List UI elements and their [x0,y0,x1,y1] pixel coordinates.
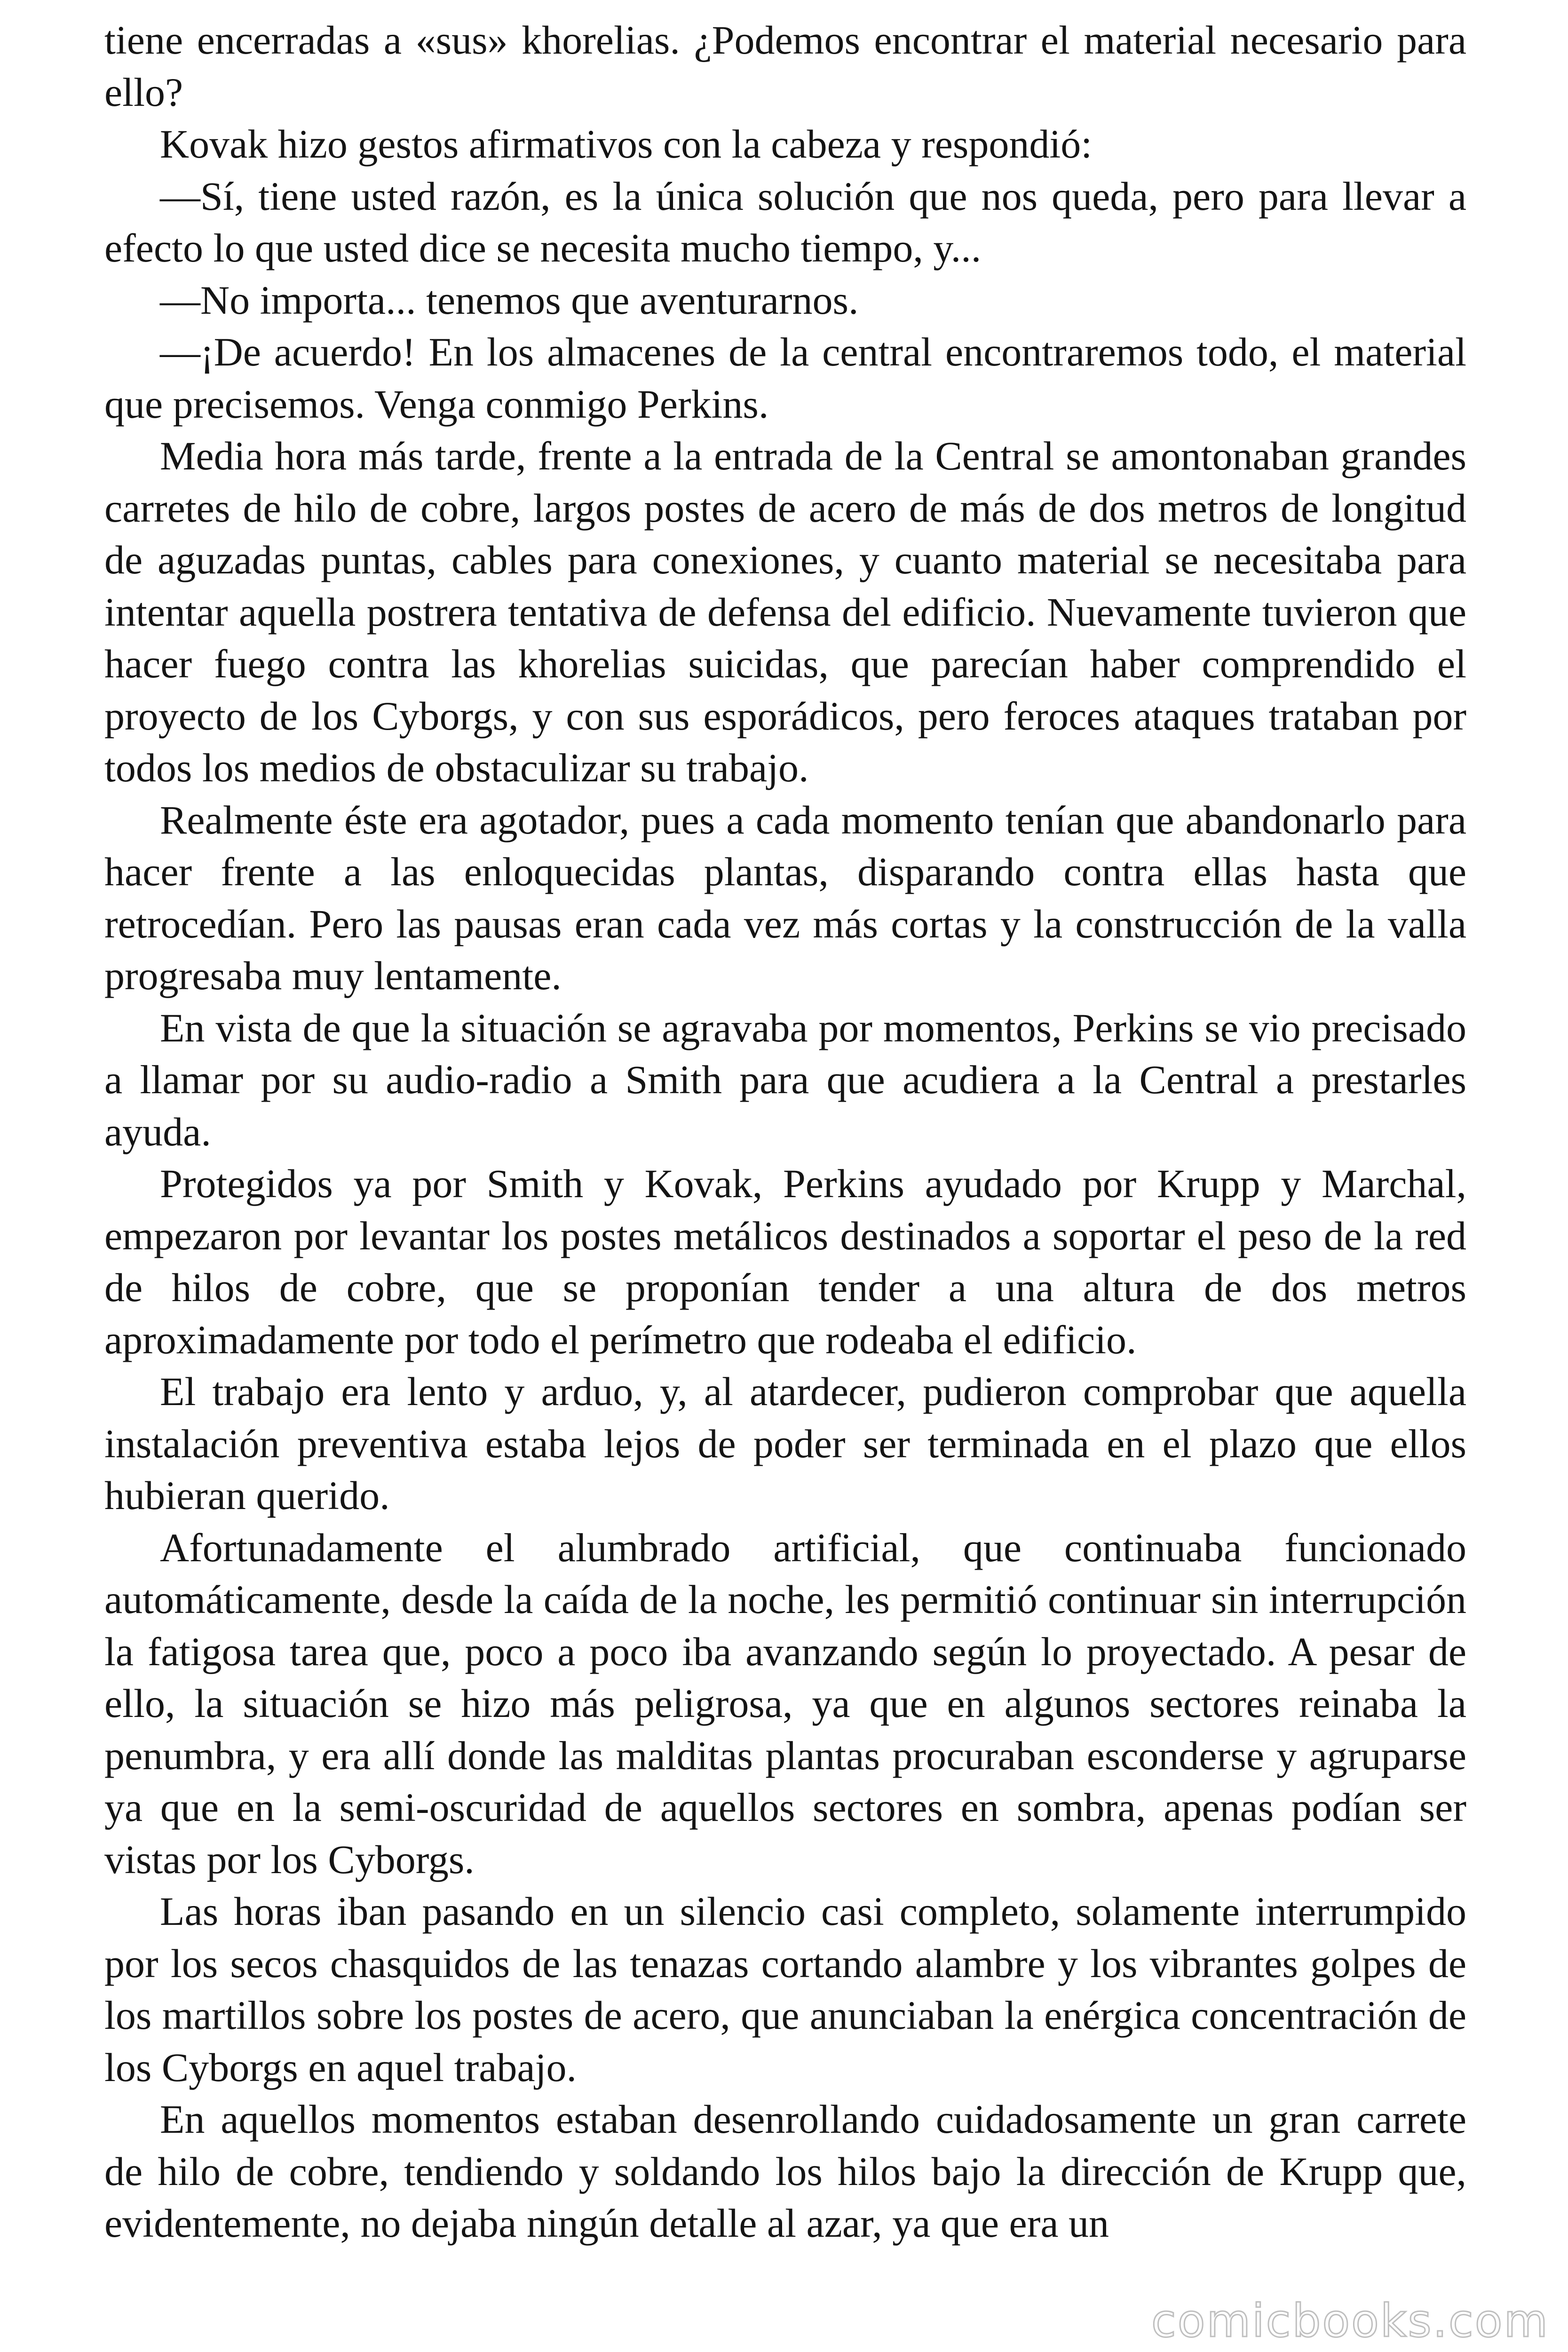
dialogue-line: —No importa... tenemos que aventurarnos. [160,277,859,323]
paragraph: Afortunadamente el alumbrado artificial, que continuaba funcionado automáticamente, desde la caída de la noche, les permitió continuar sin interrupción la fatigosa tarea que, poco a poco iba avanzando según lo proyectado. A pesar de ello, la situación se hizo más peligrosa, ya que en algunos sectores reinaba la penumbra, y era allí donde las malditas plantas procuraban esconderse y agruparse ya que en la semi-oscuridad de aquellos sectores en sombra, apenas podían ser vistas por los Cyborgs. [104,1525,1466,1882]
paragraph-continued-next-page: En aquellos momentos estaban desenrollando cuidadosamente un gran carrete de hilo de cobre, tendiendo y soldando los hilos bajo la dirección de Krupp que, evidentemente, no dejaba ningún detalle al azar, ya que era un [104,2097,1466,2246]
dialogue-line: —¡De acuerdo! En los almacenes de la central encontraremos todo, el material que precisemos. Venga conmigo Perkins. [104,329,1466,427]
paragraph-continuation: tiene encerradas a «sus» khorelias. ¿Podemos encontrar el material necesario para ello? [104,17,1466,115]
book-page-text [104,14,1466,2249]
paragraph: Realmente éste era agotador, pues a cada momento tenían que abandonarlo para hacer frente a las enloquecidas plantas, disparando contra ellas hasta que retrocedían. Pero las pausas eran cada vez más cortas y la construcción de la valla progresaba muy lentamente. [104,797,1466,998]
paragraph: Protegidos ya por Smith y Kovak, Perkins ayudado por Krupp y Marchal, empezaron por levantar los postes metálicos destinados a soportar el peso de la red de hilos de cobre, que se proponían tender a una altura de dos metros aproximadamente por todo el perímetro que rodeaba el edificio. [104,1161,1466,1362]
site-watermark: comicbooks.com [1151,2295,1549,2347]
dialogue-line: —Sí, tiene usted razón, es la única solución que nos queda, pero para llevar a efecto lo que usted dice se necesita mucho tiempo, y... [104,173,1466,270]
paragraph: El trabajo era lento y arduo, y, al atardecer, pudieron comprobar que aquella instalación preventiva estaba lejos de poder ser terminada en el plazo que ellos hubieran querido. [104,1369,1466,1518]
paragraph: Kovak hizo gestos afirmativos con la cabeza y respondió: [160,121,1093,167]
paragraph: Media hora más tarde, frente a la entrada de la Central se amontonaban grandes carretes de hilo de cobre, largos postes de acero de más de dos metros de longitud de aguzadas puntas, cables para conexiones, y cuanto material se necesitaba para intentar aquella postrera tentativa de defensa del edificio. Nuevamente tuvieron que hacer fuego contra las khorelias suicidas, que parecían haber comprendido el proyecto de los Cyborgs, y con sus esporádicos, pero feroces ataques trataban por todos los medios de obstaculizar su trabajo. [104,433,1466,790]
paragraph: Las horas iban pasando en un silencio casi completo, solamente interrumpido por los secos chasquidos de las tenazas cortando alambre y los vibrantes golpes de los martillos sobre los postes de acero, que anunciaban la enérgica concentración de los Cyborgs en aquel trabajo. [104,1889,1466,2090]
paragraph: En vista de que la situación se agravaba por momentos, Perkins se vio precisado a llamar por su audio-radio a Smith para que acudiera a la Central a prestarles ayuda. [104,1005,1466,1154]
